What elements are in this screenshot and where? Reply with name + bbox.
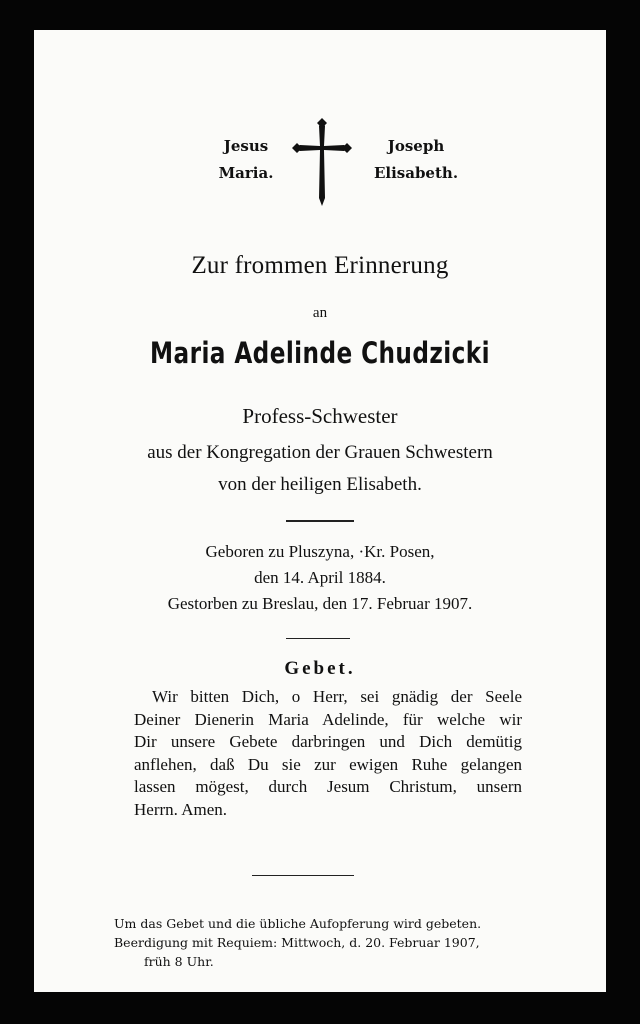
memorial-card	[34, 30, 606, 992]
name-joseph: Joseph	[387, 137, 445, 155]
cross-icon	[292, 118, 352, 208]
deceased-name: Maria Adelinde Chudzicki	[150, 336, 490, 370]
left-names	[206, 133, 286, 187]
right-names	[366, 133, 466, 187]
name-maria: Maria.	[218, 164, 274, 182]
prayer-line: anflehen, daß Du sie zur ewigen Ruhe gelangen	[134, 754, 522, 774]
divider-3	[252, 875, 354, 876]
name-elisabeth: Elisabeth.	[373, 164, 459, 182]
footer-line1: Um das Gebet und die übliche Aufopferung wird gebeten.	[114, 916, 482, 931]
footer-notice	[114, 914, 564, 971]
divider-1	[286, 520, 354, 522]
prayer-heading: Gebet.	[284, 658, 356, 679]
death-line: Gestorben zu Breslau, den 17. Februar 1907.	[167, 594, 473, 613]
prayer-line: Wir bitten Dich, o Herr, sei gnädig der Seele	[152, 687, 522, 706]
prayer-line: lassen mögest, durch Jesum Christum, unsern	[134, 777, 522, 796]
religious-role: Profess-Schwester	[242, 404, 398, 428]
footer-line3: früh 8 Uhr.	[144, 954, 214, 969]
congregation-line2: von der heiligen Elisabeth.	[218, 474, 422, 495]
birth-place: Geboren zu Pluszyna, ·Kr. Posen,	[205, 542, 435, 561]
prayer-line: Dir unsere Gebete darbringen und Dich demütig	[134, 732, 522, 751]
name-jesus: Jesus	[223, 137, 269, 155]
prayer-line: Deiner Dienerin Maria Adelinde, für welche wir	[134, 709, 522, 729]
prayer-line: Herrn. Amen.	[134, 799, 228, 819]
birth-date: den 14. April 1884.	[254, 568, 386, 587]
divider-2	[286, 638, 350, 639]
prayer-text	[134, 686, 522, 821]
memorial-title: Zur frommen Erinnerung	[191, 252, 449, 279]
congregation-line1: aus der Kongregation der Grauen Schwestern	[147, 442, 493, 463]
footer-line2: Beerdigung mit Requiem: Mittwoch, d. 20. Februar 1907,	[114, 935, 480, 950]
memorial-an: an	[312, 305, 328, 321]
